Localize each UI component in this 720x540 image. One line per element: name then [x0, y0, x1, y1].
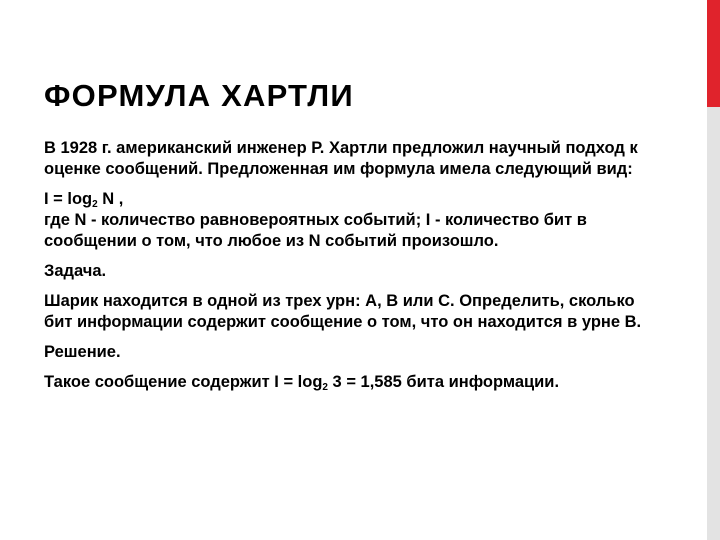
intro-paragraph: В 1928 г. американский инженер Р. Хартли предложил научный подход к оценке сообщений. Предложенная им формула имела следующий вид: — [44, 139, 638, 178]
formula-explanation: где N - количество равновероятных событий; I - количество бит в сообщении о том, что любое из N событий произошло. — [44, 211, 587, 250]
task-label: Задача. — [44, 262, 107, 280]
solution-suffix: 3 = 1,585 бита информации. — [327, 373, 560, 391]
side-bar — [707, 107, 720, 540]
formula-suffix: N , — [97, 190, 124, 208]
formula-paragraph — [44, 189, 664, 252]
solution-label: Решение. — [44, 343, 121, 361]
slide-body — [44, 138, 664, 402]
slide-title: ФОРМУЛА ХАРТЛИ — [44, 78, 354, 113]
task-text: Шарик находится в одной из трех урн: А, В или С. Определить, сколько бит информации содержит сообщение о том, что он находится в урне В. — [44, 292, 642, 331]
formula-subscript: 2 — [92, 199, 98, 210]
formula-prefix: I = log — [44, 190, 93, 208]
solution-text — [44, 372, 664, 393]
solution-subscript: 2 — [322, 382, 328, 393]
formula — [44, 190, 123, 208]
solution-prefix: Такое сообщение содержит I = log — [44, 373, 323, 391]
accent-bar — [707, 0, 720, 107]
